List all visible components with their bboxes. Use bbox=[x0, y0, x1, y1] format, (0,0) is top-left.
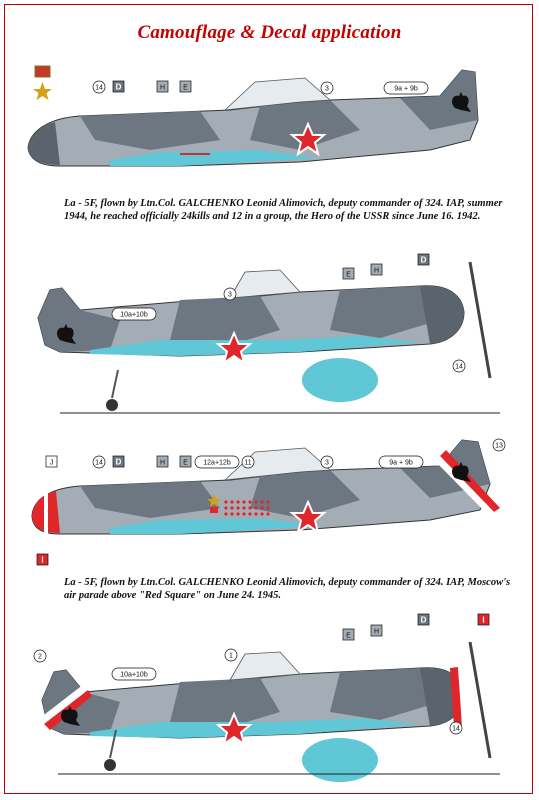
aircraft-profile-2 bbox=[38, 262, 500, 413]
callout-label: I bbox=[482, 615, 485, 625]
callout-label: H bbox=[159, 84, 166, 92]
callout-label: 14 bbox=[95, 84, 103, 92]
caption-profile-1: La - 5F, flown by Ltn.Col. GALCHENKO Leonid Alimovich, deputy commander of 324. IAP, summer 1944, he reached officially 24kills and 12 in a group, the Hero of the USSR since June 16. 1942. bbox=[64, 198, 503, 222]
callout-label: 3 bbox=[325, 85, 329, 93]
callout-label: E bbox=[346, 271, 351, 279]
callout-label: D bbox=[115, 457, 122, 467]
callout-label: 13 bbox=[495, 442, 503, 450]
callout-label: E bbox=[183, 84, 188, 92]
callout-label: D bbox=[115, 82, 122, 92]
callout-label: D bbox=[420, 255, 427, 265]
caption-profile-3: La - 5F, flown by Ltn.Col. GALCHENKO Leonid Alimovich, deputy commander of 324. IAP, Moscow's air parade above "Red Square" on June 24. 1945. bbox=[64, 577, 511, 601]
callout-label: 10a+10b bbox=[120, 671, 148, 679]
callout-label: H bbox=[373, 267, 380, 275]
hero-medal-icon bbox=[33, 66, 52, 100]
callout-label: 14 bbox=[95, 459, 103, 467]
callout-label: 9a + 9b bbox=[394, 85, 418, 93]
callout-label: 9a + 9b bbox=[389, 459, 413, 467]
page-title: Camouflage & Decal application bbox=[137, 22, 402, 43]
callout-label: 1 bbox=[229, 652, 233, 660]
callout-label: E bbox=[346, 632, 351, 640]
callout-label: H bbox=[373, 628, 380, 636]
callout-label: E bbox=[183, 459, 188, 467]
callout-label: 3 bbox=[325, 459, 329, 467]
callout-label: 14 bbox=[455, 363, 463, 371]
callout-label: 11 bbox=[244, 459, 252, 467]
callout-label: I bbox=[41, 555, 44, 565]
callout-label: 2 bbox=[38, 653, 42, 661]
callout-label: J bbox=[49, 459, 54, 467]
aircraft-profile-3 bbox=[32, 440, 500, 534]
callout-label: 10a+10b bbox=[120, 311, 148, 319]
callout-label: 12a+12b bbox=[203, 459, 231, 467]
callout-label: 14 bbox=[452, 725, 460, 733]
callout-label: D bbox=[420, 615, 427, 625]
callout-label: 3 bbox=[228, 291, 232, 299]
aircraft-profile-4 bbox=[40, 642, 500, 782]
callout-label: H bbox=[159, 459, 166, 467]
